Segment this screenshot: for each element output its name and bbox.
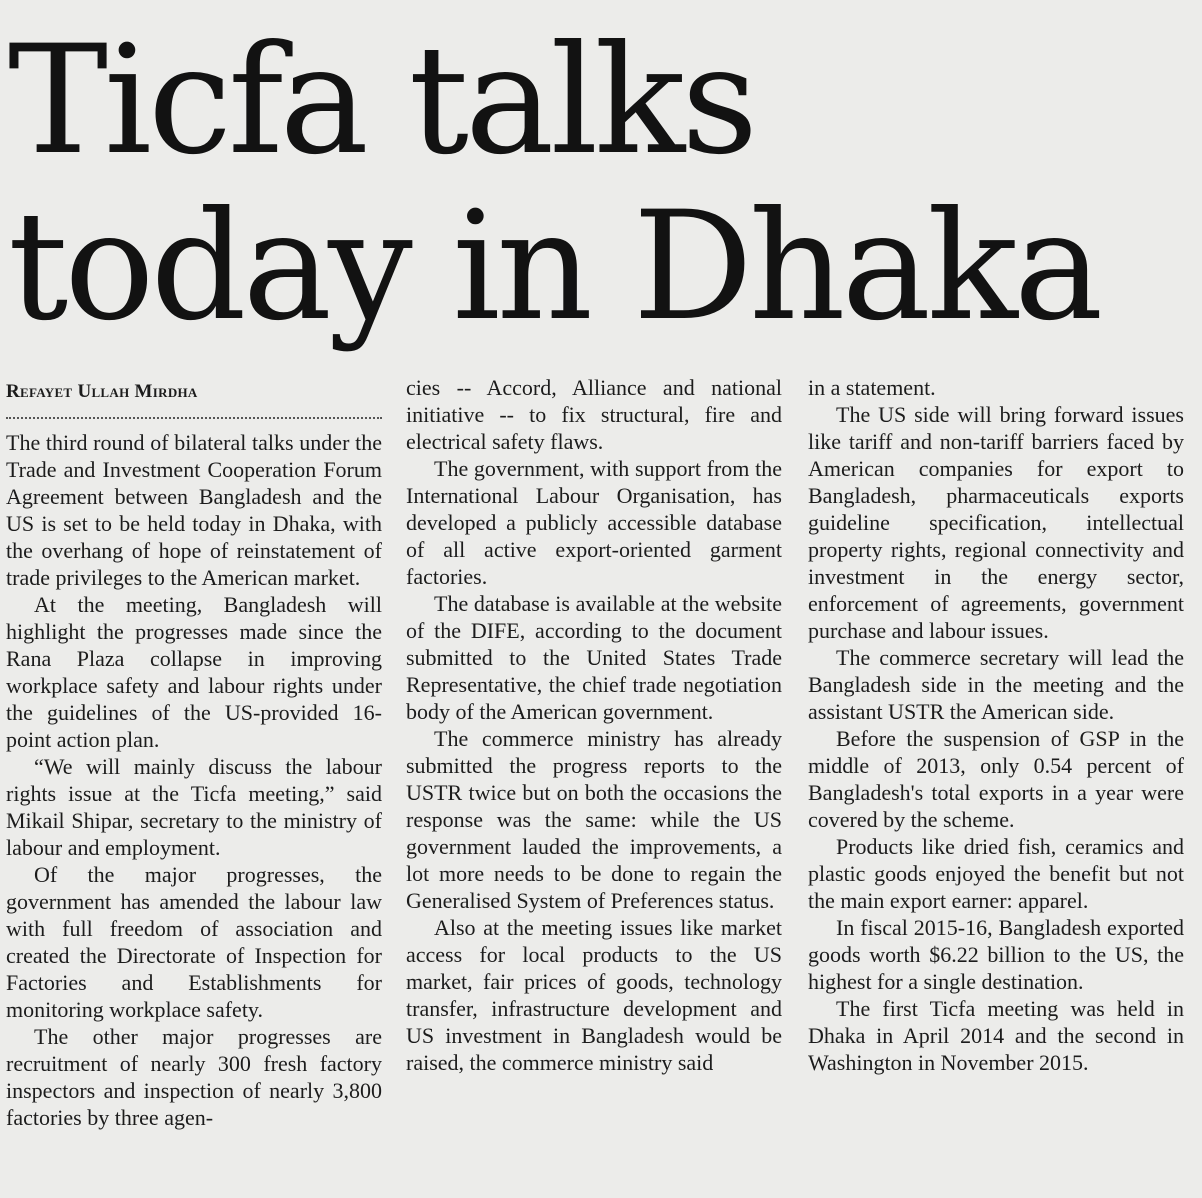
paragraph: in a statement. [808, 375, 936, 400]
byline: Refayet Ullah Mirdha [6, 378, 382, 419]
paragraph: The commerce ministry has already submitted the progress reports to the USTR twice but on both the occasions the response was the same: while the US government lauded the improvements, a lot more needs to be done to regain the Generalised System of Preferences status. [406, 726, 782, 913]
paragraph: In fiscal 2015-16, Bangladesh exported goods worth $6.22 billion to the US, the highest for a single destination. [808, 915, 1184, 994]
paragraph: The other major progresses are recruitment of nearly 300 fresh factory inspectors and inspection of nearly 3,800 factories by three agen- [6, 1024, 382, 1130]
paragraph: Also at the meeting issues like market access for local products to the US market, fair prices of goods, technology transfer, infrastructure development and US investment in Bangladesh would be raised, the commerce ministry said [406, 915, 782, 1075]
column-3 [808, 374, 1184, 1076]
paragraph: The commerce secretary will lead the Bangladesh side in the meeting and the assistant USTR the American side. [808, 645, 1184, 724]
paragraph: At the meeting, Bangladesh will highlight the progresses made since the Rana Plaza collapse in improving workplace safety and labour rights under the guidelines of the US-provided 16-point action plan. [6, 592, 382, 752]
article-body [6, 374, 1186, 1194]
paragraph: “We will mainly discuss the labour rights issue at the Ticfa meeting,” said Mikail Shipar, secretary to the ministry of labour and employment. [6, 754, 382, 860]
paragraph: cies -- Accord, Alliance and national initiative -- to fix structural, fire and electrical safety flaws. [406, 375, 782, 454]
paragraph: The government, with support from the International Labour Organisation, has developed a publicly accessible database of all active export-oriented garment factories. [406, 456, 782, 589]
paragraph: The US side will bring forward issues like tariff and non-tariff barriers faced by American companies for export to Bangladesh, pharmaceuticals exports guideline specification, intellectual property rights, regional connectivity and investment in the energy sector, enforcement of agreements, government purchase and labour issues. [808, 402, 1184, 643]
paragraph: Before the suspension of GSP in the middle of 2013, only 0.54 percent of Bangladesh's total exports in a year were covered by the scheme. [808, 726, 1184, 832]
paragraph: The database is available at the website of the DIFE, according to the document submitted to the United States Trade Representative, the chief trade negotiation body of the American government. [406, 591, 782, 724]
column-1 [6, 374, 382, 1131]
paragraph: The third round of bilateral talks under the Trade and Investment Cooperation Forum Agreement between Bangladesh and the US is set to be held today in Dhaka, with the overhang of hope of reinstatement of trade privileges to the American market. [6, 430, 382, 590]
paragraph: Of the major progresses, the government has amended the labour law with full freedom of association and created the Directorate of Inspection for Factories and Establishments for monitoring workplace safety. [6, 862, 382, 1022]
paragraph: Products like dried fish, ceramics and plastic goods enjoyed the benefit but not the main export earner: apparel. [808, 834, 1184, 913]
paragraph: The first Ticfa meeting was held in Dhaka in April 2014 and the second in Washington in November 2015. [808, 996, 1184, 1075]
column-2 [406, 374, 782, 1076]
headline: Ticfa talks today in Dhaka [8, 14, 1100, 354]
